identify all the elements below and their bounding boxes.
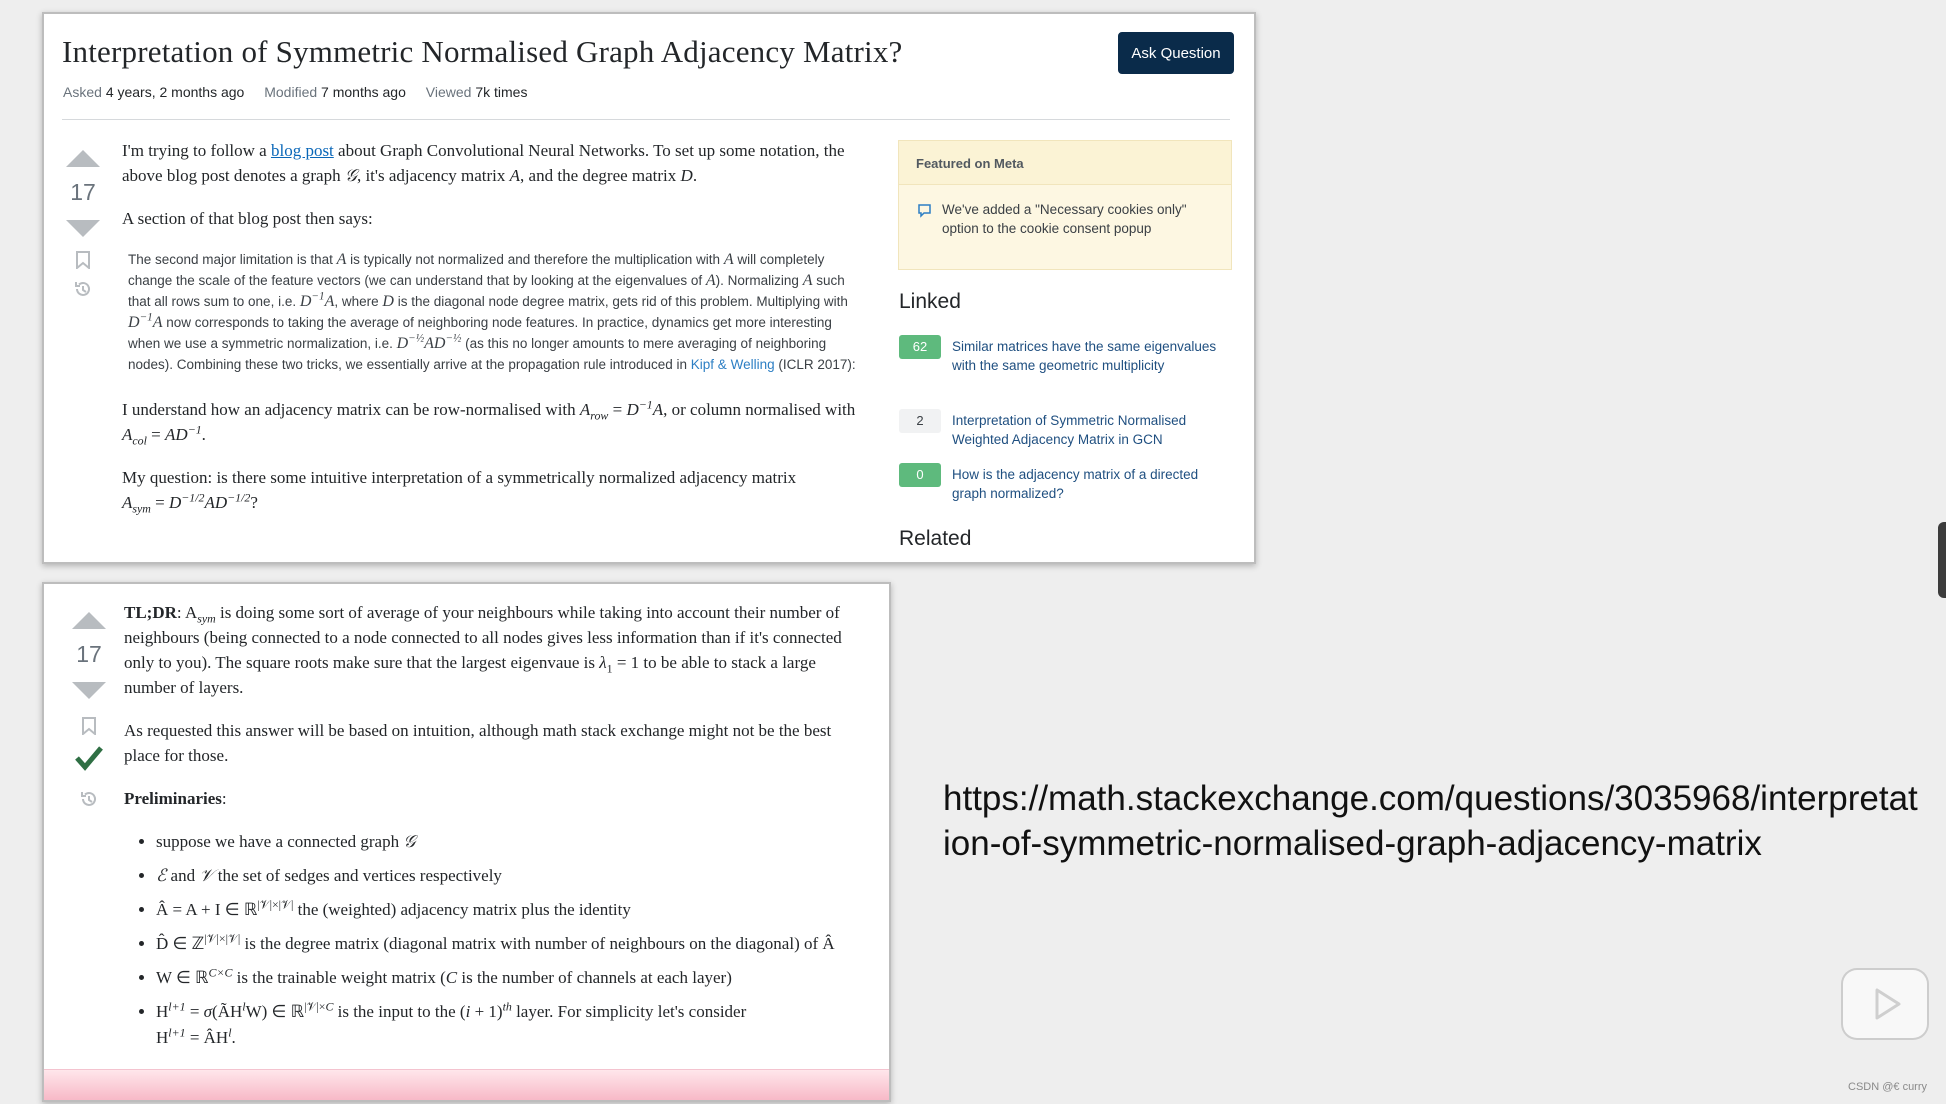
answer-vote-count: 17 [76,641,102,667]
blog-quote: The second major limitation is that A is typically not normalized and therefore the multiplication with A will completely change the scale of the feature vectors (we can understand that by looking at the eigenvalues of A). Normalizing A such that all rows sum to one, i.e. $D^{-1}A$, where D is the diagonal node degree matrix, gets rid of this problem. Multiplying with $D^{-1}A$ now corresponds to taking the average of neighboring node features. In practice, dynamics get more interesting when we use a symmetric normalization, i.e. $D^{-\frac{1}{2}}AD^{-\frac{1}{2}}$ (as this no longer amounts to mere averaging of neighboring nodes). Combining these two tricks, we essentially arrive at the propagation rule introduced in Kipf & Welling (ICLR 2017): [128,251,856,372]
featured-item-text[interactable]: We've added a "Necessary cookies only" option to the cookie consent popup [942,202,1187,236]
list-item: • $H^{l+1}$ = $\sigma(ÃH^lW)$ ∈ ℝ$^{|𝒱|\times C}$ is the input to the $(i + 1)^{th}$ layer. For simplicity let's consider $H^{l+1}$ = $ÂH^l$. [156,999,860,1051]
play-icon [1843,970,1927,1038]
accepted-checkmark-icon [74,745,104,771]
blog-post-link[interactable]: blog post [270,141,334,160]
featured-item[interactable] [917,200,1217,238]
preliminaries-heading: Preliminaries: [124,789,227,808]
preliminaries-list [124,829,860,1051]
modified-value[interactable]: 7 months ago [321,84,406,100]
upvote-icon[interactable] [66,150,100,167]
source-url-caption: https://math.stackexchange.com/questions/3035968/interpretation-of-symmetric-normalised-graph-adjacency-matrix [943,779,1918,863]
speech-bubble-icon [917,203,932,218]
linked-score-badge: 2 [899,409,941,433]
list-item: • W ∈ ℝ$^{C\times C}$ is the trainable weight matrix (C is the number of channels at each layer) [156,965,860,991]
list-item: • D̂ ∈ ℤ$^{|𝒱|\times|𝒱|}$ is the degree matrix (diagonal matrix with number of neighbours on the diagonal) of Â [156,931,860,957]
list-item: • suppose we have a connected graph 𝒢 [156,829,860,855]
bookmark-icon[interactable] [82,717,96,735]
linked-score-badge: 0 [899,463,941,487]
modified-label: Modified [264,84,318,100]
linked-item-link[interactable]: Interpretation of Symmetric Normalised Weighted Adjacency Matrix in GCN [952,413,1187,447]
csdn-watermark: CSDN @€ curry [1848,1081,1928,1093]
downvote-icon[interactable] [66,220,100,237]
question-vote-column [58,150,108,299]
answer-card [42,582,891,1102]
history-icon[interactable] [73,279,93,299]
linked-header: Linked [899,290,961,313]
list-item: • ℰ and 𝒱 the set of sedges and vertices respectively [156,863,860,889]
title-divider [62,119,1230,120]
related-header: Related [899,527,972,550]
history-icon[interactable] [79,789,99,809]
kipf-welling-link[interactable]: Kipf & Welling [690,357,775,372]
list-item: • Â = A + I ∈ ℝ$^{|𝒱|\times|𝒱|}$ the (weighted) adjacency matrix plus the identity [156,897,860,923]
question-card [42,12,1256,564]
linked-item-link[interactable]: Similar matrices have the same eigenvalues with the same geometric multiplicity [952,339,1217,373]
question-title[interactable]: Interpretation of Symmetric Normalised Graph Adjacency Matrix? [62,34,903,69]
play-button[interactable] [1841,968,1929,1040]
ask-question-button[interactable]: Ask Question [1118,32,1234,74]
question-meta [63,84,543,100]
tldr-paragraph: TL;DR: $A_{sym}$ is doing some sort of average of your neighbours while taking into account their number of neighbours (being connected to a node connected to all nodes gives less information than if it's connected only to you). The square roots make sure that the largest eigenvaue is $\lambda_1 = 1$ to be able to stack a large number of layers. [124,603,842,697]
question-paragraph-3: I understand how an adjacency matrix can be row-normalised with $A_{row} = D^{-1}A$, or column normalised with $A_{col} = AD^{-1}$. [122,397,856,448]
intuition-paragraph: As requested this answer will be based on intuition, although math stack exchange might not be the best place for those. [124,721,832,765]
highlight-bar [44,1069,889,1100]
featured-on-meta-box [898,140,1232,270]
downvote-icon[interactable] [72,682,106,699]
linked-score-badge: 62 [899,335,941,359]
side-panel-handle[interactable] [1938,522,1946,598]
question-paragraph-4: My question: is there some intuitive interpretation of a symmetrically normalized adjacency matrix $A_{sym} = D^{-1/2}AD^{-1/2}$? [122,468,797,516]
asked-value[interactable]: 4 years, 2 months ago [105,84,245,100]
bookmark-icon[interactable] [76,251,90,269]
featured-header: Featured on Meta [899,141,1231,185]
question-vote-count: 17 [70,179,96,205]
viewed-value: 7k times [475,84,528,100]
question-paragraph-2: A section of that blog post then says: [122,209,373,228]
linked-item-link[interactable]: How is the adjacency matrix of a directed graph normalized? [952,467,1199,501]
answer-vote-column [64,612,114,809]
viewed-label: Viewed [425,84,472,100]
asked-label: Asked [63,84,102,100]
question-body [122,138,864,533]
upvote-icon[interactable] [72,612,106,629]
answer-body [124,600,860,1059]
question-paragraph-1: I'm trying to follow a blog post about Graph Convolutional Neural Networks. To set up some notation, the above blog post denotes a graph 𝒢, it's adjacency matrix A, and the degree matrix D. [122,141,845,185]
